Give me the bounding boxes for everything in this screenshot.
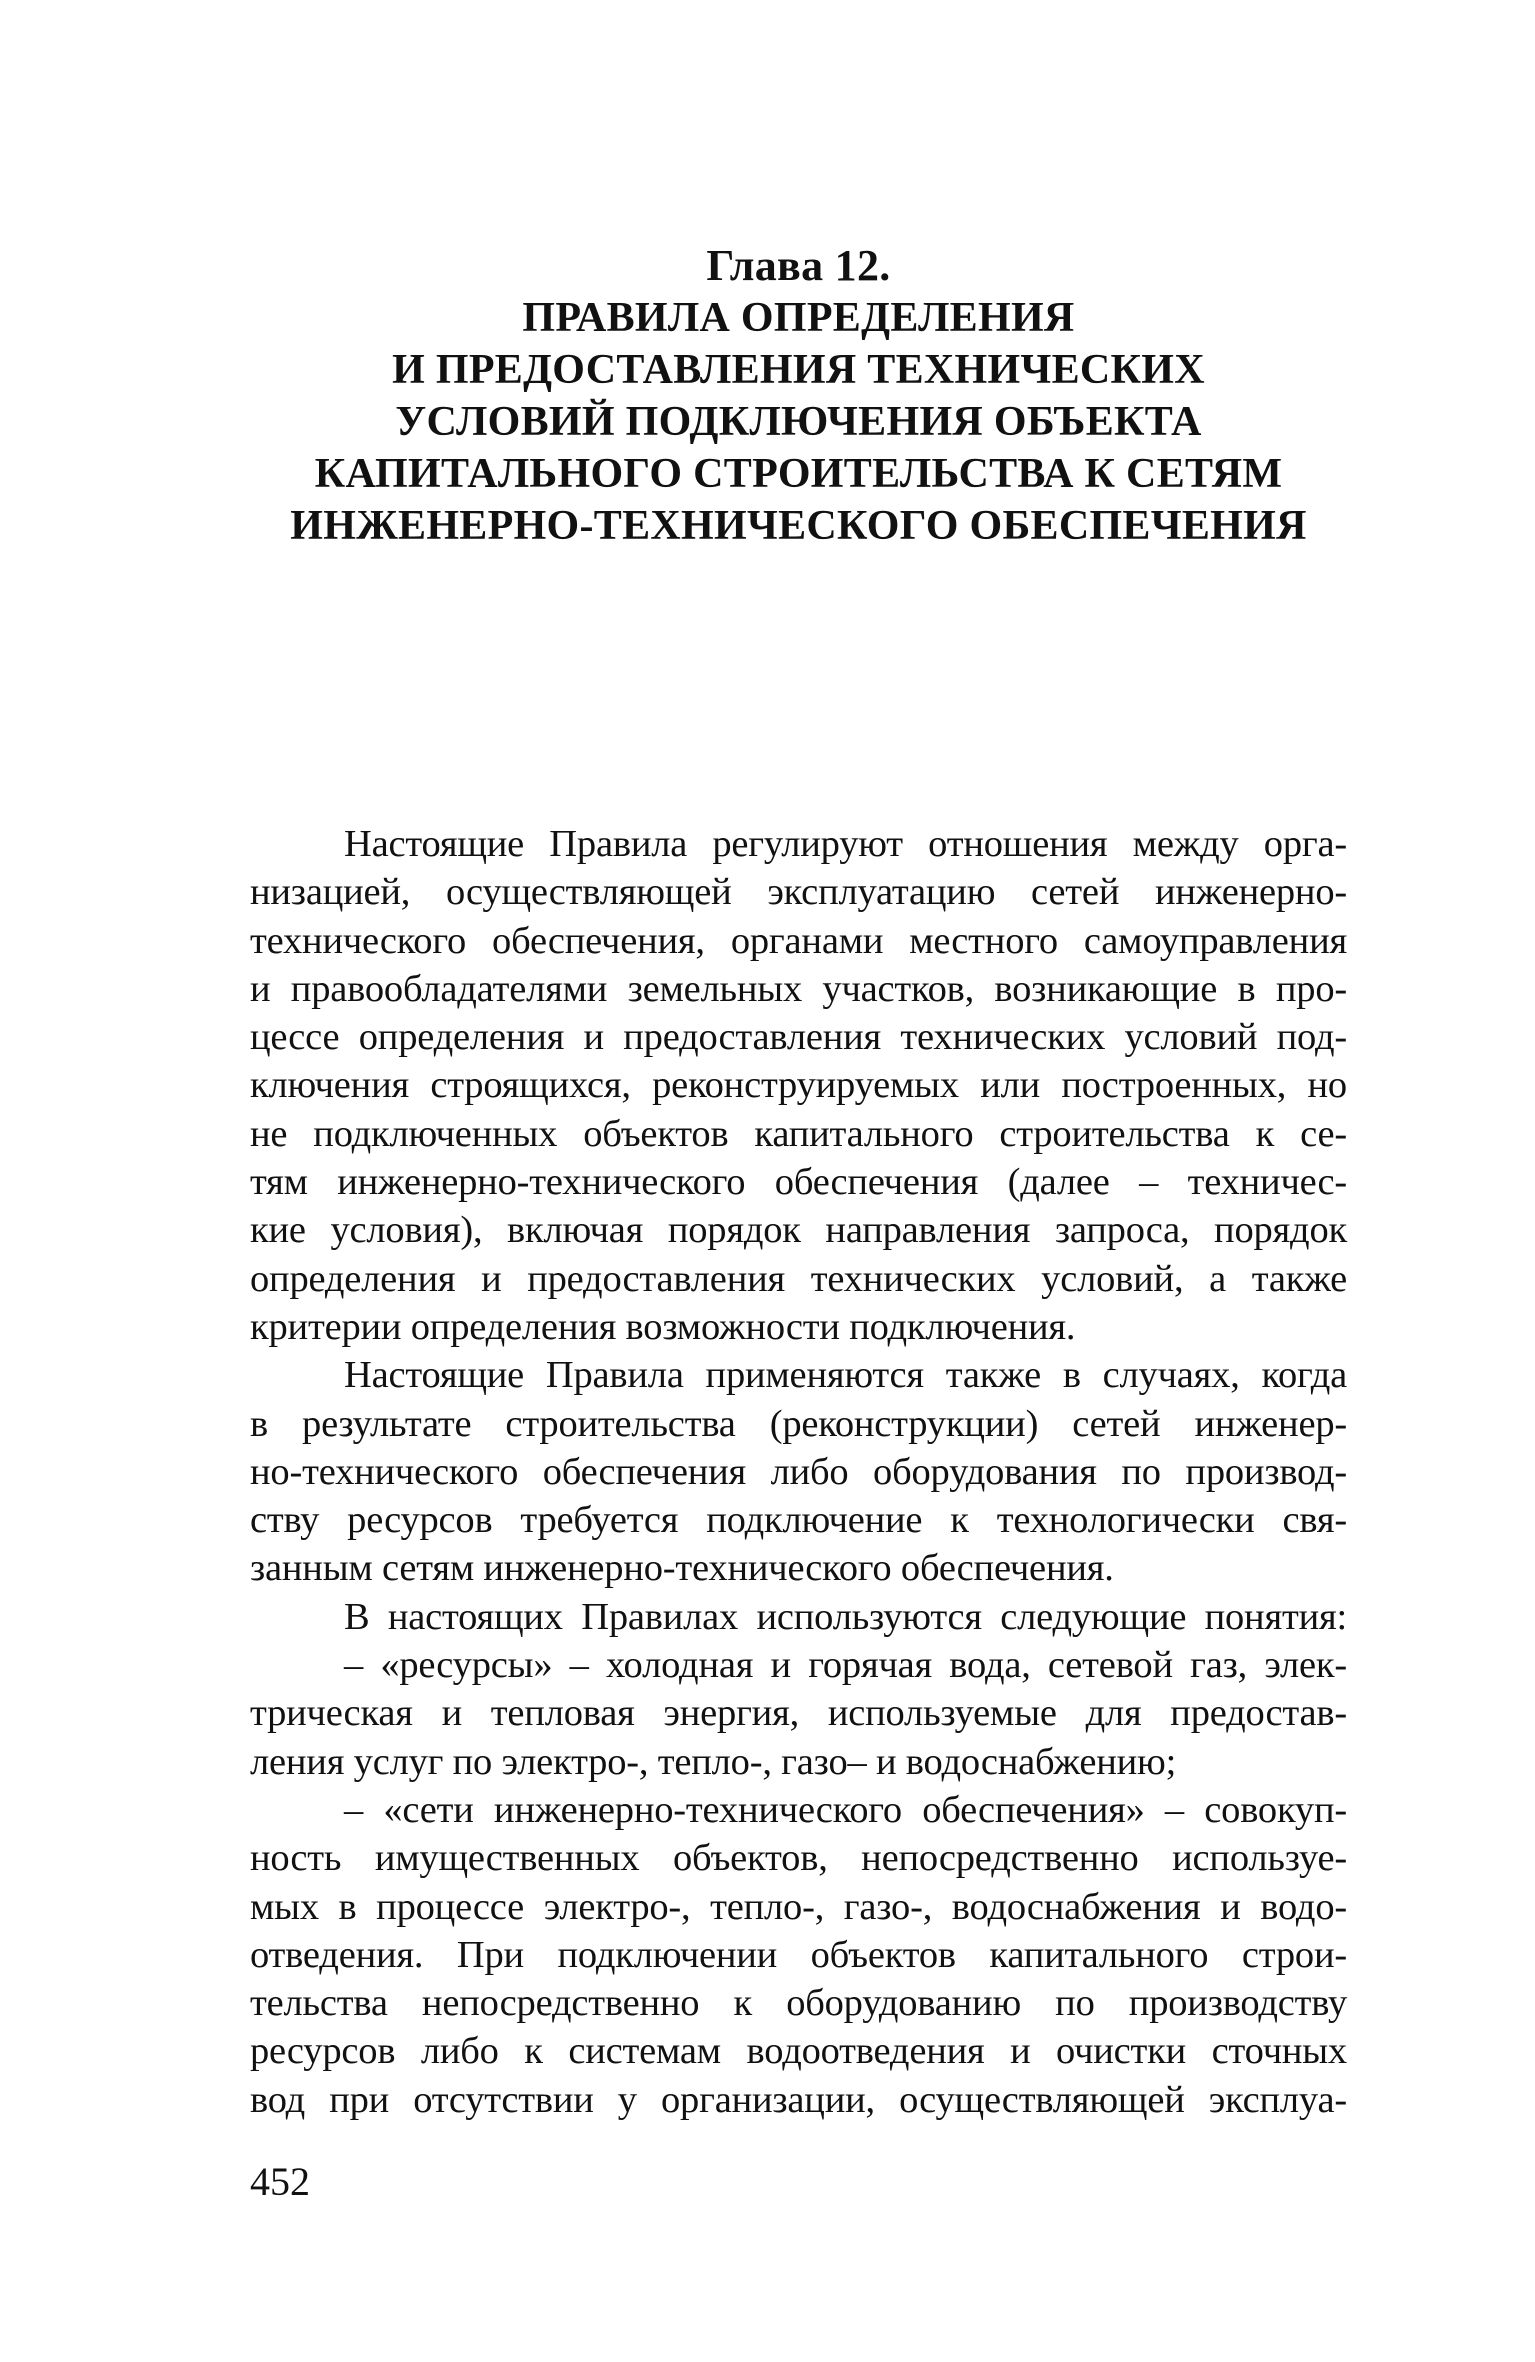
text-line: ству ресурсов требуется подключение к технологически свя-	[250, 1499, 1347, 1542]
book-page	[250, 0, 1347, 2362]
text-line: в результате строительства (реконструкции) сетей инженер-	[250, 1402, 1347, 1445]
text-line: В настоящих Правилах используются следующие понятия:	[344, 1595, 1347, 1638]
text-line: – «сети инженерно-технического обеспечения» – совокуп-	[344, 1788, 1347, 1831]
text-line: отведения. При подключении объектов капитального строи-	[250, 1933, 1347, 1976]
text-line: ность имущественных объектов, непосредственно используе-	[250, 1837, 1347, 1880]
text-line: критерии определения возможности подключения.	[250, 1305, 1076, 1348]
body-text	[250, 820, 1347, 2124]
text-line: – «ресурсы» – холодная и горячая вода, сетевой газ, элек-	[344, 1644, 1347, 1687]
text-line: технического обеспечения, органами местного самоуправления	[250, 919, 1347, 962]
text-line: цессе определения и предоставления технических условий под-	[250, 1016, 1347, 1059]
text-line: трическая и тепловая энергия, используемые для предостав-	[250, 1692, 1347, 1735]
text-line: занным сетям инженерно-технического обеспечения.	[250, 1547, 1114, 1590]
chapter-number: Глава 12.	[706, 241, 891, 290]
text-line: тям инженерно-технического обеспечения (далее – техничес-	[250, 1161, 1347, 1204]
text-line: тельства непосредственно к оборудованию по производству	[250, 1982, 1347, 2025]
chapter-title-line: УСЛОВИЙ ПОДКЛЮЧЕНИЯ ОБЪЕКТА	[395, 399, 1202, 445]
text-line: кие условия), включая порядок направления запроса, порядок	[250, 1209, 1347, 1252]
chapter-title-line: И ПРЕДОСТАВЛЕНИЯ ТЕХНИЧЕСКИХ	[392, 347, 1205, 393]
text-line: ключения строящихся, реконструируемых или построенных, но	[250, 1064, 1347, 1107]
text-line: низацией, осуществляющей эксплуатацию сетей инженерно-	[250, 871, 1347, 914]
text-line: и правообладателями земельных участков, возникающие в про-	[250, 967, 1347, 1010]
text-line: вод при отсутствии у организации, осуществляющей эксплуа-	[250, 2078, 1347, 2121]
text-line: но-технического обеспечения либо оборудования по производ-	[250, 1450, 1347, 1493]
chapter-heading	[250, 240, 1347, 552]
text-line: ления услуг по электро-, тепло-, газо– и водоснабжению;	[250, 1740, 1177, 1783]
text-line: Настоящие Правила регулируют отношения между орга-	[344, 823, 1347, 865]
text-line: не подключенных объектов капитального строительства к се-	[250, 1112, 1347, 1155]
text-line: ресурсов либо к системам водоотведения и очистки сточных	[250, 2030, 1347, 2073]
chapter-title-line: КАПИТАЛЬНОГО СТРОИТЕЛЬСТВА К СЕТЯМ	[314, 451, 1283, 497]
text-line: Настоящие Правила применяются также в случаях, когда	[344, 1354, 1347, 1397]
text-line: мых в процессе электро-, тепло-, газо-, водоснабжения и водо-	[250, 1885, 1347, 1928]
chapter-title-line: ПРАВИЛА ОПРЕДЕЛЕНИЯ	[522, 295, 1075, 341]
chapter-title-line: ИНЖЕНЕРНО-ТЕХНИЧЕСКОГО ОБЕСПЕЧЕНИЯ	[290, 503, 1307, 549]
page-number: 452	[250, 2159, 310, 2204]
text-line: определения и предоставления технических условий, а также	[250, 1257, 1347, 1300]
